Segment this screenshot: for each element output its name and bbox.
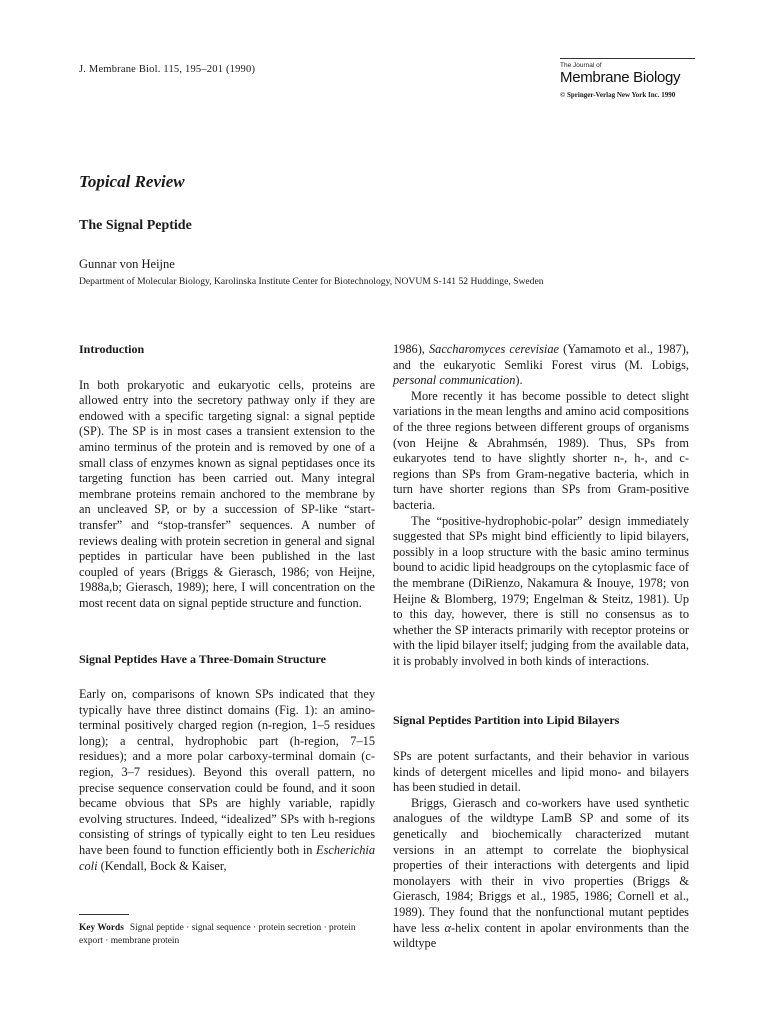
journal-logo <box>560 58 695 99</box>
domains-italic: Escherichia coli <box>79 843 375 873</box>
key-words <box>79 922 379 948</box>
p5-text-b: -helix content in apolar environments than the wildtype <box>393 920 689 951</box>
right-paragraph-4: SPs are potent surfactants, and their behavior in various kinds of detergent micelles and lipid mono- and bilayers has been studied in detail. <box>393 749 689 795</box>
domains-text-a: Early on, comparisons of known SPs indicated that they typically have three distinct domains (Fig. 1): an amino-terminal positively charged region (n-region, 1–5 residues long); a central, hydrophobic part (h-region, 7–15 residues); and a more polar carboxy-terminal domain (c-region, 3–7 residues). Beyond this overall pattern, no precise sequence conservation could be found, and it soon became obvious that SPs are highly variable, rapidly evolving structures. Indeed, “idealized” SPs with h-regions consisting of strings of typically eight to ten Leu residues have been found to function efficiently both in <box>79 687 375 858</box>
domains-text-b: (Kendall, Bock & Kaiser, <box>97 858 227 873</box>
domains-paragraph <box>79 687 375 874</box>
logo-small-text: The Journal of <box>560 62 602 69</box>
right-paragraph-2: More recently it has become possible to detect slight variations in the mean lengths and amino acid compositions of the three regions between different groups of organisms (von Heijne & Abrahmsén, 1989). Thus, SPs from eukaryotes tend to have slightly shorter n-, h-, and c-regions than SPs from Gram-negative bacteria, which in turn have shorter regions than SPs from Gram-positive bacteria. <box>393 388 689 512</box>
logo-journal-name: Membrane Biology <box>560 69 681 86</box>
p1-italic-species: Saccharomyces cerevisiae <box>428 342 559 356</box>
copyright-notice: © Springer-Verlag New York Inc. 1990 <box>560 91 676 99</box>
p1-italic-comm: personal communication <box>393 373 516 388</box>
logo-rule <box>560 58 695 59</box>
heading-three-domain: Signal Peptides Have a Three-Domain Structure <box>79 651 326 666</box>
article-title: The Signal Peptide <box>79 218 192 233</box>
right-paragraph-3: The “positive-hydrophobic-polar” design immediately suggested that SPs might bind efficiently to lipid bilayers, possibly in a loop structure with the basic amino terminus bound to acidic lipid headgroups on the cytoplasmic face of the membrane (DiRienzo, Nakamura & Inouye, 1978; von Heijne & Blomberg, 1979; Engelman & Steitz, 1981). Up to this day, however, there is still no consensus as to whether the SP interacts primarily with receptor proteins or with the lipid bilayer itself; judging from the available data, it is probably involved in both kinds of interactions. <box>393 513 689 668</box>
heading-lipid-bilayers: Signal Peptides Partition into Lipid Bilayers <box>393 713 620 728</box>
right-paragraph-5 <box>393 796 689 952</box>
p1-text-c: ). <box>515 373 523 388</box>
author-name: Gunnar von Heijne <box>79 257 175 271</box>
right-paragraph-1 <box>393 342 689 389</box>
heading-introduction: Introduction <box>79 342 145 356</box>
key-words-text: Signal peptide · signal sequence · protein secretion · protein export · membrane protein <box>79 923 356 946</box>
right-column <box>393 342 689 952</box>
author-affiliation: Department of Molecular Biology, Karolinska Institute Center for Biotechnology, NOVUM S-141 52 Huddinge, Sweden <box>79 276 544 287</box>
left-column <box>79 342 375 874</box>
p1-text-b: (Yamamoto et al., 1987), and the eukaryotic Semliki Forest virus (M. Lobigs, <box>393 342 689 372</box>
p5-text-a: Briggs, Gierasch and co-workers have used synthetic analogues of the wildtype LamB SP and some of its genetically and biochemically characterized mutant versions in an attempt to correlate the biophysical properties of their interactions with detergents and lipid monolayers with their in vivo properties (Briggs & Gierasch, 1984; Briggs et al., 1985, 1986; Cornell et al., 1989). They found that the nonfunctional mutant peptides have less <box>393 795 689 935</box>
key-words-label: Key Words <box>79 923 124 933</box>
journal-citation: J. Membrane Biol. 115, 195–201 (1990) <box>79 64 256 75</box>
p1-text-a: 1986), <box>393 342 429 356</box>
footnote-rule <box>79 914 129 915</box>
intro-paragraph: In both prokaryotic and eukaryotic cells, proteins are allowed entry into the secretory pathway only if they are endowed with a specific targeting signal: a signal peptide (SP). The SP is in most cases a transient extension to the amino terminus of the protein and is removed by one of a small class of enzymes known as signal peptidases once its targeting function has been carried out. Many integral membrane proteins remain anchored to the membrane by an uncleaved SP, or by a succession of SP-like “start-transfer” and “stop-transfer” sequences. A number of reviews dealing with protein secretion in general and signal peptides in particular have been published in the last coupled of years (Briggs & Gierasch, 1986; von Heijne, 1988a,b; Gierasch, 1989); here, I will concentration on the most recent data on signal peptide structure and function. <box>79 377 375 610</box>
section-label: Topical Review <box>79 172 185 191</box>
p5-alpha: α <box>444 920 451 935</box>
